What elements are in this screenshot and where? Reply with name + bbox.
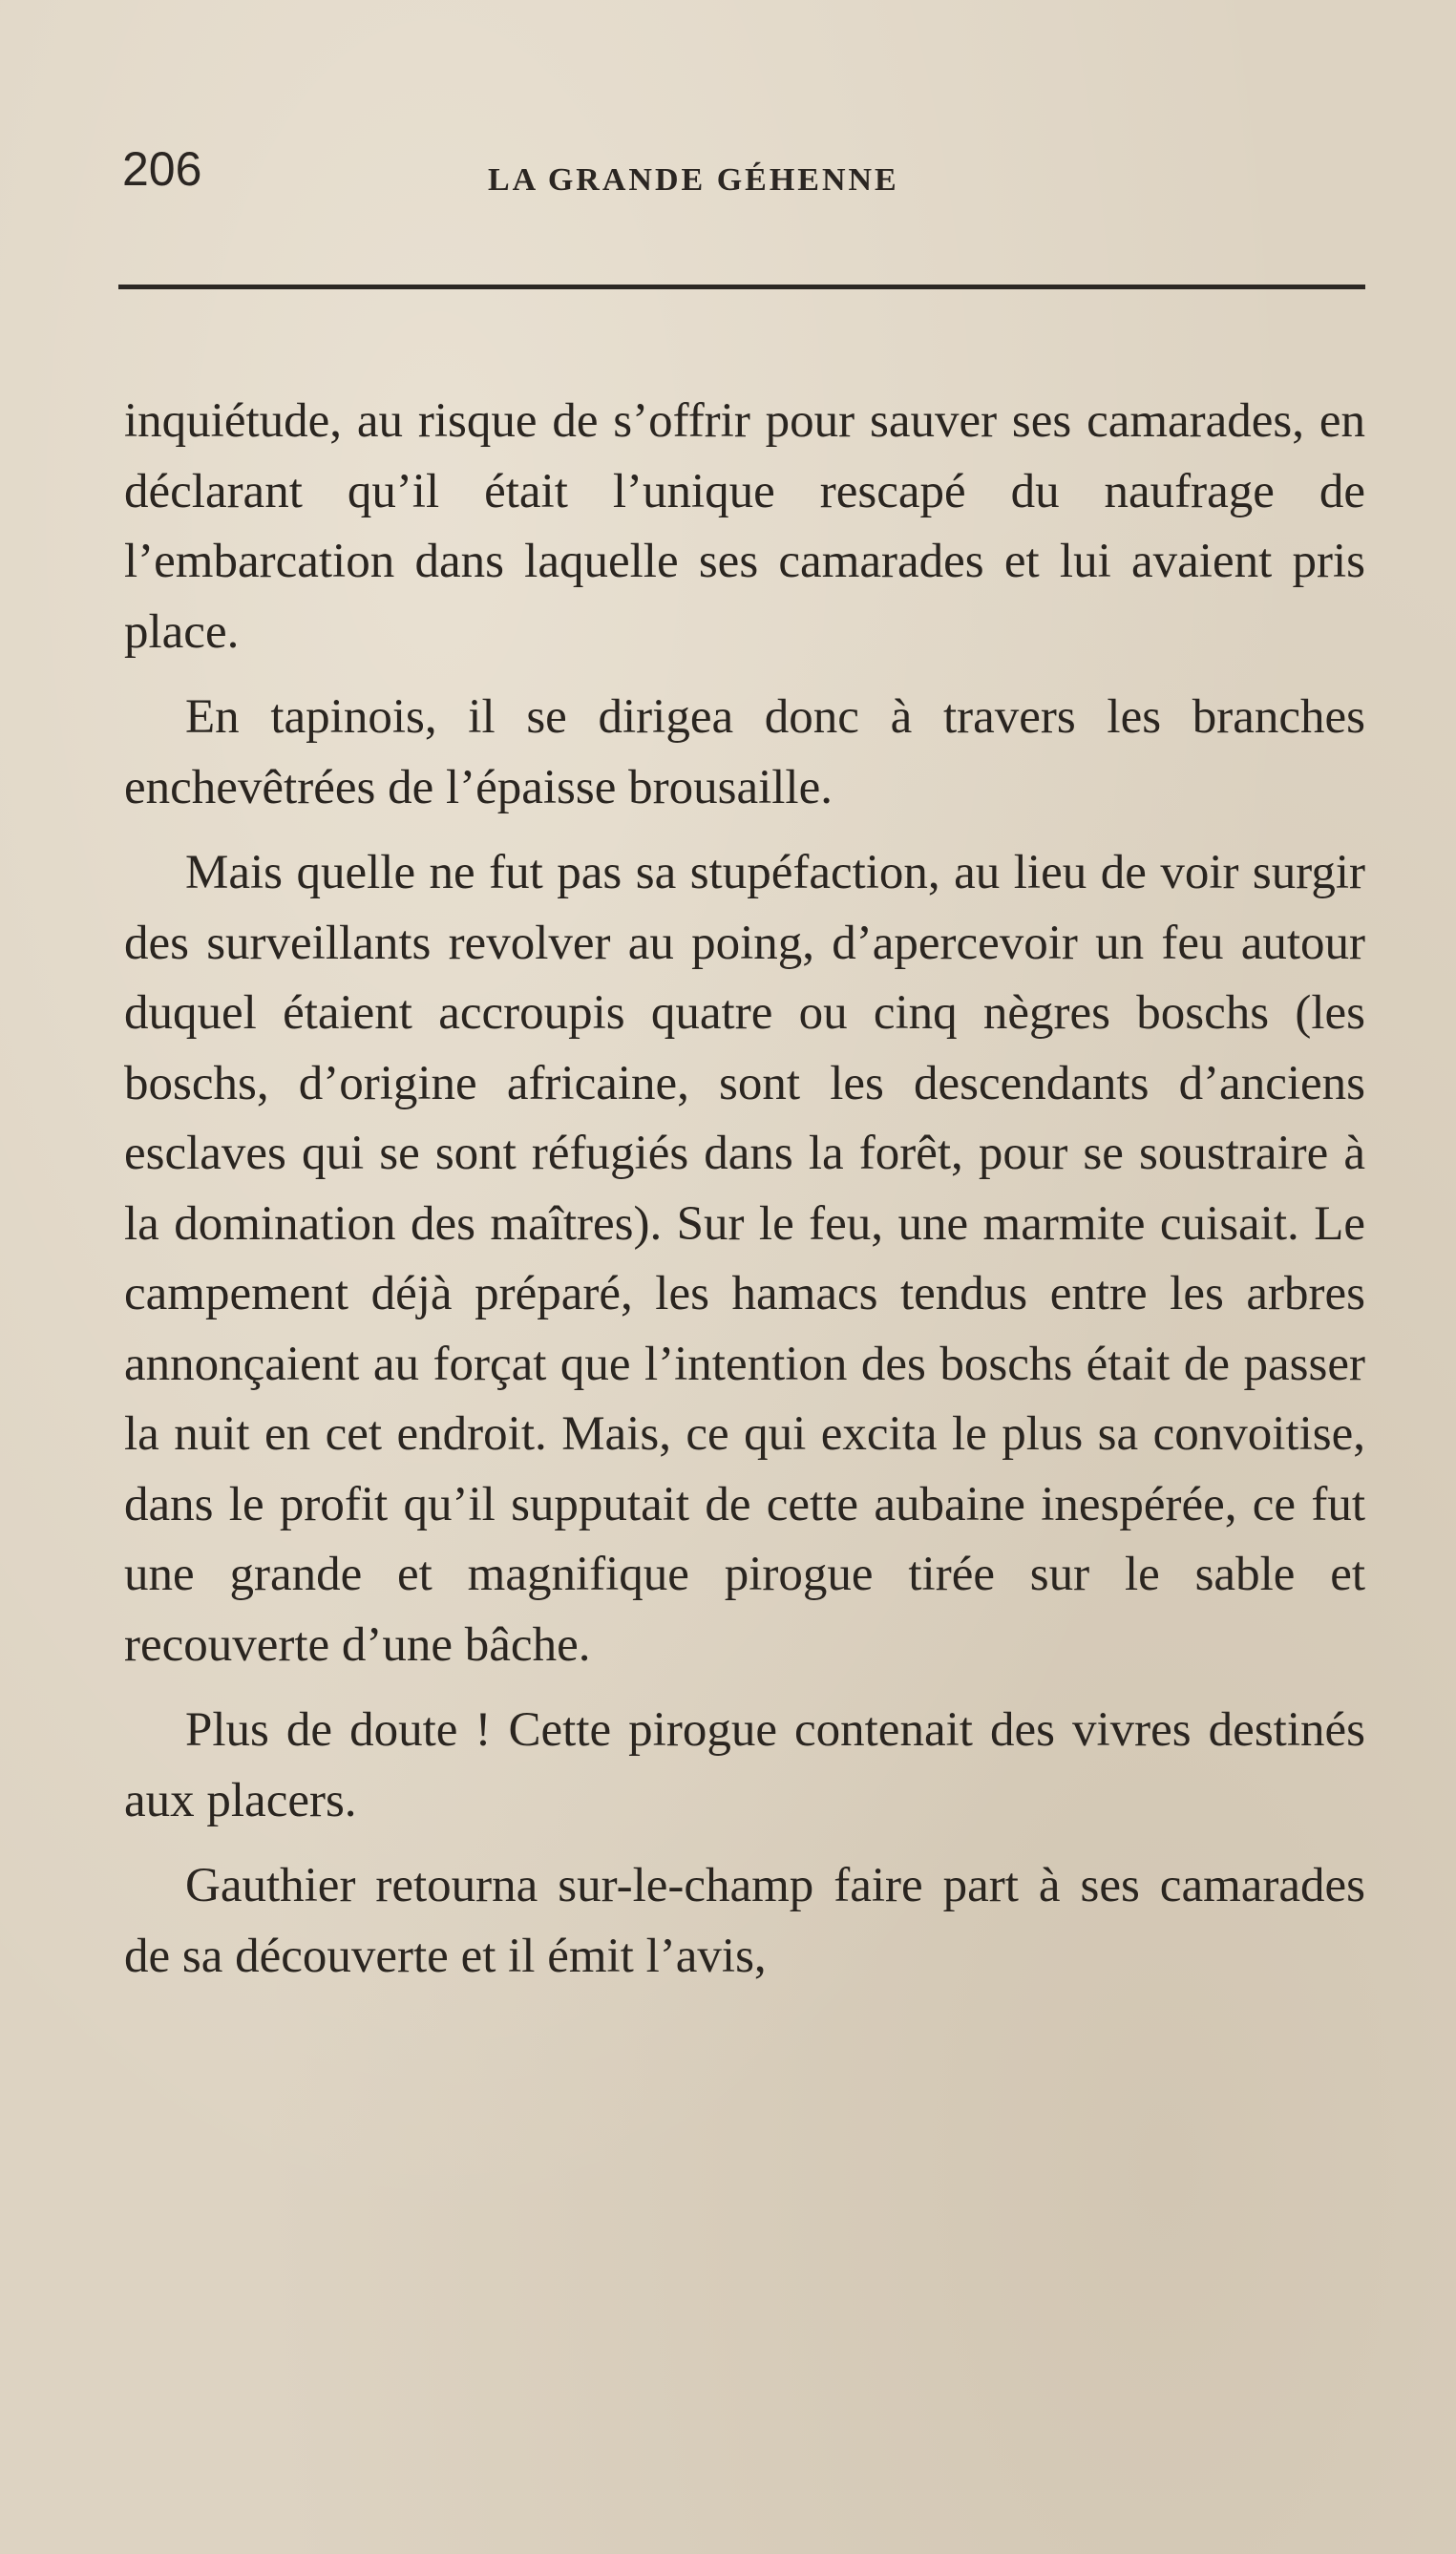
- paragraph-2: En tapinois, il se dirigea donc à travers les branches enchevêtrées de l’épaisse brousaille.: [124, 690, 1365, 814]
- running-head: [122, 141, 1363, 208]
- header-rule: [118, 285, 1365, 289]
- body-text: [124, 387, 1365, 1992]
- paragraph-3: Mais quelle ne fut pas sa stupéfaction, au lieu de voir surgir des surveillants revolver au poing, d’apercevoir un feu autour duquel étaient accroupis quatre ou cinq nègres boschs (les boschs, d’origine africaine, sont les descendants d’anciens esclaves qui se sont réfugiés dans la forêt, pour se soustraire à la domination des maîtres). Sur le feu, une marmite cuisait. Le campement déjà préparé, les hamacs tendus entre les arbres annonçaient au forçat que l’intention des boschs était de passer la nuit en cet endroit. Mais, ce qui excita le plus sa convoitise, dans le profit qu’il supputait de cette aubaine inespérée, ce fut une grande et magnifique pirogue tirée sur le sable et recouverte d’une bâche.: [124, 846, 1365, 1672]
- running-title: LA GRANDE GÉHENNE: [488, 162, 899, 198]
- paragraph-5: Gauthier retourna sur-le-champ faire part à ses camarades de sa découverte et il émit l’avis,: [124, 1859, 1365, 1983]
- paragraph-4: Plus de doute ! Cette pirogue contenait des vivres destinés aux placers.: [124, 1703, 1365, 1827]
- paragraph-1: inquiétude, au risque de s’offrir pour sauver ses camarades, en déclarant qu’il était l’unique rescapé du naufrage de l’embarcation dans laquelle ses camarades et lui avaient pris place.: [124, 394, 1365, 659]
- page-number: 206: [122, 142, 202, 196]
